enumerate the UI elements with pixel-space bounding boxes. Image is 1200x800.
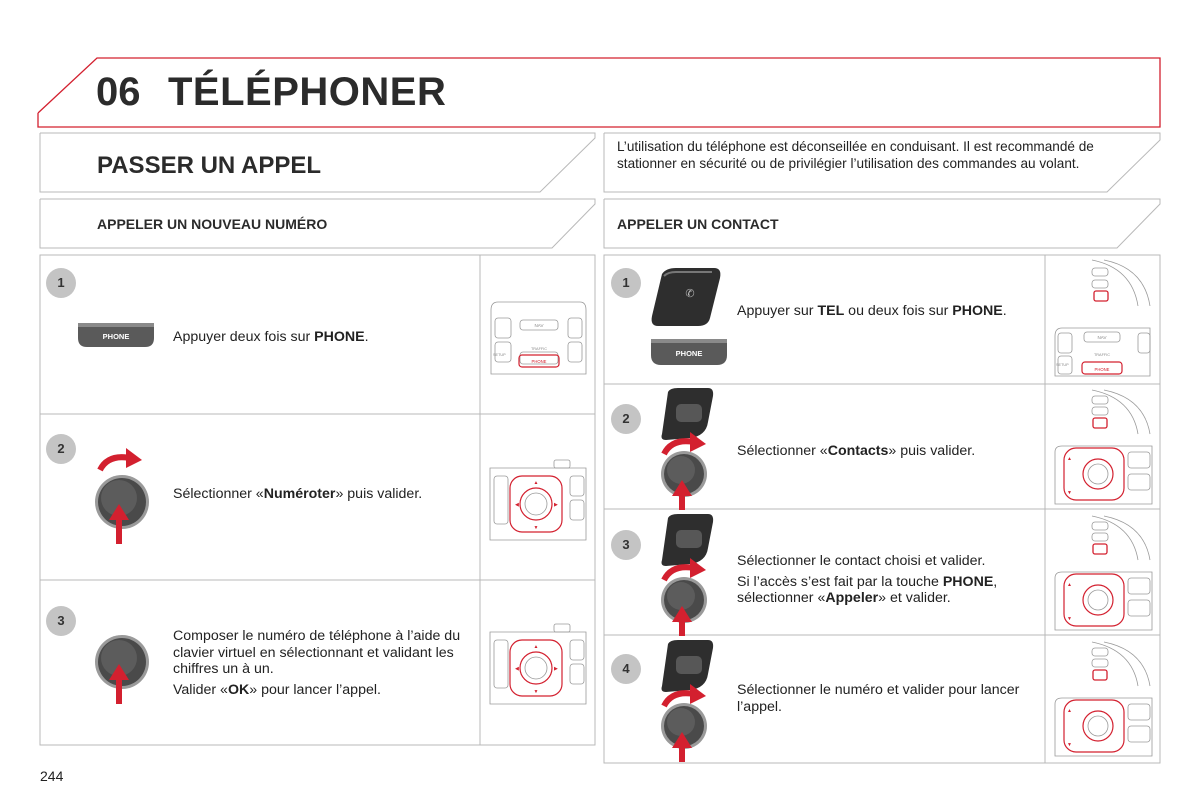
svg-text:▲: ▲ (533, 480, 539, 486)
bold-term: OK (227, 681, 250, 698)
steering-knob-thumbnail-4 (1052, 640, 1158, 758)
text-run: » puis valider. (888, 443, 976, 459)
step-badge-left-3: 3 (46, 606, 76, 636)
svg-text:▲: ▲ (533, 644, 539, 650)
text-run: Sélectionner le numéro et valider pour lancer l’appel. (737, 682, 1020, 715)
panel-traffic-label: TRAFFIC (530, 347, 548, 351)
step-badge-right-2: 2 (611, 404, 641, 434)
step-badge-right-4: 4 (611, 654, 641, 684)
text-run: » pour lancer l’appel. (249, 681, 381, 698)
text-run: ou deux fois sur (844, 303, 953, 319)
text-run: Composer le numéro de téléphone à l’aide du clavier virtuel en sélectionnant et validant les chiffres un à un. (173, 628, 461, 677)
text-run: Valider « (173, 681, 228, 698)
svg-text:▲: ▲ (1067, 708, 1072, 714)
step-badge-right-3: 3 (611, 530, 641, 560)
left-subtitle: APPELER UN NOUVEAU NUMÉRO (97, 216, 328, 232)
step-text-left-3 (173, 628, 463, 702)
svg-text:▲: ▲ (1067, 582, 1072, 588)
text-run: Si l’accès s’est fait par la touche (737, 573, 943, 590)
rotary-knob-turn-push-icon (88, 442, 158, 547)
step-text-left-2 (173, 486, 473, 507)
console-knob-thumbnail-2 (488, 622, 588, 707)
text-run: Appuyer sur (737, 303, 818, 319)
svg-text:◀: ◀ (515, 502, 519, 508)
text-run: » et valider. (878, 590, 951, 606)
text-run: Appuyer deux fois sur (173, 329, 315, 345)
text-run: . (364, 329, 369, 345)
phone-button-label: PHONE (102, 332, 130, 341)
steering-knob-thumbnail-2 (1052, 388, 1158, 506)
bold-term: Numéroter (263, 486, 336, 502)
step-text-left-1 (173, 329, 473, 350)
chapter-number: 06 (96, 70, 141, 114)
rotary-knob-push-icon (88, 622, 158, 707)
console-phone-thumbnail (488, 290, 588, 380)
text-run: . (1002, 303, 1007, 319)
phone-button-illustration-right (648, 336, 730, 368)
svg-text:▶: ▶ (554, 666, 558, 672)
step-badge-left-2: 2 (46, 434, 76, 464)
step-badge-left-1: 1 (46, 268, 76, 298)
panel-nav-label: NAV (534, 323, 544, 328)
bold-term: PHONE (942, 573, 994, 590)
bold-term: TEL (817, 303, 845, 319)
text-run: Sélectionner « (173, 486, 264, 502)
svg-text:▼: ▼ (533, 525, 539, 531)
svg-text:▶: ▶ (554, 502, 558, 508)
bold-term: Contacts (827, 443, 889, 459)
steering-tel-button-illustration (648, 266, 724, 330)
step-text-right-1 (737, 303, 1037, 324)
svg-text:◀: ◀ (515, 666, 519, 672)
step-badge-right-1: 1 (611, 268, 641, 298)
page-number: 244 (40, 768, 64, 784)
text-run: Sélectionner le contact choisi et valider. (737, 553, 986, 569)
svg-text:▲: ▲ (1067, 456, 1072, 462)
step-text-right-2 (737, 443, 1037, 464)
panel-traffic-label-right: TRAFFIC (1093, 353, 1111, 357)
steering-knob-thumbnail-3 (1052, 514, 1158, 632)
panel-setup-label-right: SETUP (1056, 363, 1069, 367)
section-title: PASSER UN APPEL (97, 152, 322, 179)
svg-text:▼: ▼ (1067, 490, 1072, 496)
step-text-right-4 (737, 682, 1037, 719)
console-knob-thumbnail-1 (488, 458, 588, 543)
step-text-right-3 (737, 553, 1027, 611)
steering-console-thumbnail (1052, 258, 1158, 378)
svg-text:▼: ▼ (1067, 616, 1072, 622)
panel-nav-label-right: NAV (1097, 335, 1107, 340)
steering-thumbwheel-icon-4 (658, 640, 718, 762)
text-run: » puis valider. (335, 486, 423, 502)
text-run: Sélectionner « (737, 443, 828, 459)
svg-text:▼: ▼ (533, 689, 539, 695)
panel-phone-label-right: PHONE (1094, 367, 1110, 372)
right-subtitle: APPELER UN CONTACT (617, 216, 779, 232)
text-run: , sélectionner « (737, 573, 998, 606)
phone-button-label-right: PHONE (675, 349, 703, 358)
phone-button-illustration (75, 320, 157, 350)
bold-term: Appeler (825, 590, 879, 606)
steering-thumbwheel-icon-3 (658, 514, 718, 636)
panel-phone-label: PHONE (531, 359, 547, 364)
warning-text: L’utilisation du téléphone est déconseillée en conduisant. Il est recommandé de stationner en sécurité ou de privilégier l’utilisation des commandes au volant. (617, 139, 1094, 171)
handset-icon: ✆ (685, 288, 695, 300)
bold-term: PHONE (952, 303, 1003, 319)
chapter-title: TÉLÉPHONER (168, 70, 447, 114)
svg-text:▼: ▼ (1067, 742, 1072, 748)
panel-setup-label: SETUP (493, 353, 506, 357)
bold-term: PHONE (314, 329, 365, 345)
steering-thumbwheel-icon-2 (658, 388, 718, 510)
